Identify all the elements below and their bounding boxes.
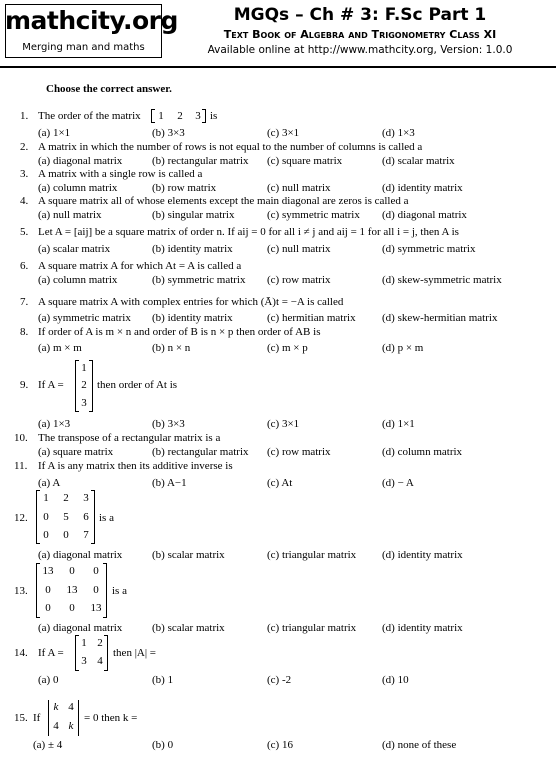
matrix-cell: 0: [93, 584, 99, 596]
matrix-cell: 1: [43, 492, 49, 504]
option-b[interactable]: (b) singular matrix: [152, 209, 235, 221]
option-d[interactable]: (d) identity matrix: [382, 549, 463, 561]
option-c[interactable]: (c) null matrix: [267, 182, 331, 194]
matrix-cell: 3: [83, 492, 89, 504]
question-text: A square matrix A for which At = A is called a: [38, 260, 242, 272]
option-d[interactable]: (d) column matrix: [382, 446, 463, 458]
question-text-tail: = 0 then k =: [84, 712, 138, 724]
availability-note: Available online at http://www.mathcity.org, Version: 1.0.0: [207, 44, 513, 56]
option-c[interactable]: (c) triangular matrix: [267, 622, 357, 634]
matrix-cell: 13: [42, 565, 54, 577]
matrix-bracket-right: [103, 563, 107, 618]
option-b[interactable]: (b) 0: [152, 739, 174, 751]
option-a[interactable]: (a) symmetric matrix: [38, 312, 131, 324]
option-d[interactable]: (d) identity matrix: [382, 622, 463, 634]
question-number: 15.: [14, 712, 28, 724]
option-c[interactable]: (c) row matrix: [267, 446, 331, 458]
option-d[interactable]: (d) − A: [382, 477, 414, 489]
option-a[interactable]: (a) diagonal matrix: [38, 155, 123, 167]
question-number: 4.: [20, 195, 29, 207]
matrix-cell: 7: [83, 529, 89, 541]
option-c[interactable]: (c) null matrix: [267, 243, 331, 255]
option-d[interactable]: (d) 1×1: [382, 418, 415, 430]
matrix-cell: 3: [195, 110, 201, 122]
question-number: 14.: [14, 647, 28, 659]
option-d[interactable]: (d) identity matrix: [382, 182, 463, 194]
matrix-cell: 13: [90, 602, 102, 614]
matrix-cell: 4: [53, 720, 59, 732]
option-d[interactable]: (d) skew-hermitian matrix: [382, 312, 498, 324]
question-number: 12.: [14, 512, 28, 524]
option-b[interactable]: (b) scalar matrix: [152, 622, 225, 634]
question-number: 9.: [20, 379, 29, 391]
option-d[interactable]: (d) 1×3: [382, 127, 415, 139]
determinant-bar-left: [48, 700, 49, 736]
question-text: A square matrix all of whose elements except the main diagonal are zeros is called a: [38, 195, 409, 207]
question-number: 5.: [20, 226, 29, 238]
matrix-cell: 3: [81, 397, 87, 409]
question-text: If: [33, 712, 41, 724]
option-b[interactable]: (b) A−1: [152, 477, 187, 489]
option-b[interactable]: (b) identity matrix: [152, 243, 233, 255]
matrix-cell: k: [68, 720, 74, 732]
option-a[interactable]: (a) scalar matrix: [38, 243, 111, 255]
matrix-bracket-right: [202, 109, 206, 123]
question-number: 7.: [20, 296, 29, 308]
matrix-bracket-right: [91, 490, 95, 544]
matrix-bracket-right: [89, 360, 93, 412]
option-b[interactable]: (b) row matrix: [152, 182, 217, 194]
matrix-bracket-left: [151, 109, 155, 123]
option-b[interactable]: (b) scalar matrix: [152, 549, 225, 561]
matrix-cell: 4: [97, 655, 103, 667]
option-a[interactable]: (a) diagonal matrix: [38, 622, 123, 634]
option-a[interactable]: (a) column matrix: [38, 182, 118, 194]
option-b[interactable]: (b) 3×3: [152, 127, 185, 139]
logo-title: mathcity.org: [5, 6, 178, 35]
option-d[interactable]: (d) none of these: [382, 739, 457, 751]
matrix-cell: 0: [43, 529, 49, 541]
question-number: 10.: [14, 432, 28, 444]
option-d[interactable]: (d) p × m: [382, 342, 424, 354]
option-a[interactable]: (a) m × m: [38, 342, 82, 354]
question-text: The order of the matrix: [38, 110, 141, 122]
question-text-tail: is a: [112, 585, 127, 597]
option-b[interactable]: (b) 1: [152, 674, 174, 686]
header-divider: [0, 66, 556, 68]
matrix-cell: 0: [45, 602, 51, 614]
matrix-cell: 1: [81, 637, 87, 649]
matrix-cell: 0: [45, 584, 51, 596]
matrix-cell: 0: [69, 602, 75, 614]
option-b[interactable]: (b) 3×3: [152, 418, 185, 430]
question-number: 13.: [14, 585, 28, 597]
option-b[interactable]: (b) n × n: [152, 342, 191, 354]
matrix-cell: 2: [63, 492, 69, 504]
matrix-cell: 0: [63, 529, 69, 541]
option-c[interactable]: (c) square matrix: [267, 155, 343, 167]
question-text-tail: then order of At is: [97, 379, 178, 391]
option-c[interactable]: (c) At: [267, 477, 293, 489]
question-text: If A =: [38, 379, 64, 391]
matrix-cell: 0: [43, 511, 49, 523]
question-text: A square matrix A with complex entries for which (Ā)t = −A is called: [38, 296, 344, 308]
option-c[interactable]: (c) triangular matrix: [267, 549, 357, 561]
option-d[interactable]: (d) diagonal matrix: [382, 209, 467, 221]
matrix-cell: 6: [83, 511, 89, 523]
logo-tagline: Merging man and maths: [22, 42, 145, 53]
matrix-bracket-right: [104, 635, 108, 671]
matrix-cell: 2: [81, 379, 87, 391]
determinant-bar-right: [78, 700, 79, 736]
option-a[interactable]: (a) ± 4: [33, 739, 63, 751]
matrix-cell: 1: [81, 362, 87, 374]
option-b[interactable]: (b) identity matrix: [152, 312, 233, 324]
option-a[interactable]: (a) 1×1: [38, 127, 71, 139]
matrix-cell: 13: [66, 584, 78, 596]
option-d[interactable]: (d) skew-symmetric matrix: [382, 274, 502, 286]
option-a[interactable]: (a) 0: [38, 674, 59, 686]
option-a[interactable]: (a) column matrix: [38, 274, 118, 286]
page-title: MGQs – Ch # 3: F.Sc Part 1: [233, 5, 487, 25]
question-number: 6.: [20, 260, 29, 272]
matrix-cell: 0: [93, 565, 99, 577]
matrix-cell: 1: [158, 110, 164, 122]
question-text: Let A = [aij] be a square matrix of order n. If aij = 0 for all i ≠ j and aij = 1 for all i = j, then A is: [38, 226, 459, 238]
option-c[interactable]: (c) symmetric matrix: [267, 209, 360, 221]
instruction-text: Choose the correct answer.: [46, 83, 172, 95]
option-b[interactable]: (b) rectangular matrix: [152, 155, 249, 167]
option-a[interactable]: (a) 1×3: [38, 418, 71, 430]
option-a[interactable]: (a) null matrix: [38, 209, 102, 221]
option-d[interactable]: (d) 10: [382, 674, 409, 686]
option-b[interactable]: (b) rectangular matrix: [152, 446, 249, 458]
question-text: A matrix with a single row is called a: [38, 168, 203, 180]
option-c[interactable]: (c) m × p: [267, 342, 308, 354]
matrix-cell: 4: [68, 701, 74, 713]
option-c[interactable]: (c) 3×1: [267, 127, 300, 139]
question-number: 11.: [14, 460, 28, 472]
option-a[interactable]: (a) square matrix: [38, 446, 114, 458]
option-a[interactable]: (a) A: [38, 477, 61, 489]
matrix-cell: 0: [69, 565, 75, 577]
question-text-tail: is a: [99, 512, 114, 524]
matrix-cell: k: [53, 701, 59, 713]
question-number: 2.: [20, 141, 29, 153]
option-c[interactable]: (c) hermitian matrix: [267, 312, 356, 324]
option-c[interactable]: (c) 16: [267, 739, 293, 751]
option-c[interactable]: (c) row matrix: [267, 274, 331, 286]
matrix-cell: 2: [177, 110, 183, 122]
matrix-cell: 2: [97, 637, 103, 649]
option-d[interactable]: (d) symmetric matrix: [382, 243, 476, 255]
option-b[interactable]: (b) symmetric matrix: [152, 274, 246, 286]
question-text: If A is any matrix then its additive inverse is: [38, 460, 233, 472]
matrix-cell: 3: [81, 655, 87, 667]
question-text-tail: is: [210, 110, 218, 122]
option-c[interactable]: (c) -2: [267, 674, 292, 686]
matrix-cell: 5: [63, 511, 69, 523]
option-d[interactable]: (d) scalar matrix: [382, 155, 455, 167]
question-text: If order of A is m × n and order of B is n × p then order of AB is: [38, 326, 321, 338]
question-text: The transpose of a rectangular matrix is a: [38, 432, 221, 444]
question-number: 3.: [20, 168, 29, 180]
page-subtitle: Text Book of Algebra and Trigonometry Class XI: [223, 28, 497, 41]
question-number: 1.: [20, 110, 29, 122]
question-text: If A =: [38, 647, 64, 659]
question-number: 8.: [20, 326, 29, 338]
option-c[interactable]: (c) 3×1: [267, 418, 300, 430]
question-text: A matrix in which the number of rows is not equal to the number of columns is called a: [38, 141, 423, 153]
option-a[interactable]: (a) diagonal matrix: [38, 549, 123, 561]
question-text-tail: then |A| =: [113, 647, 156, 659]
